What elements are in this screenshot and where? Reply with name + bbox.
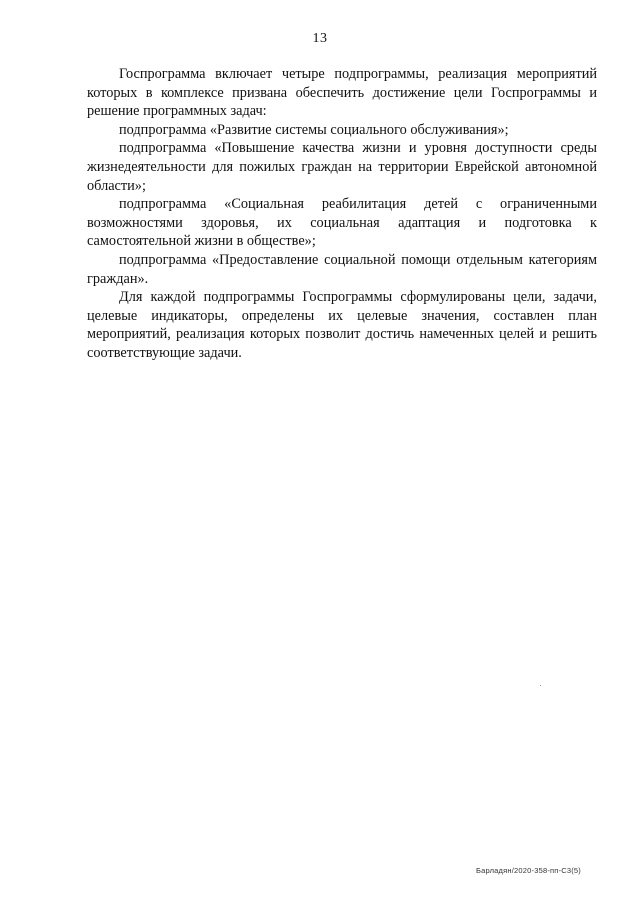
paragraph-subprogram-3: подпрограмма «Социальная реабилитация детей с ограниченными возможностями здоровья, их социальная адаптация и подготовка к самостоятельной жизни в обществе»; [87, 196, 597, 250]
paragraph-conclusion: Для каждой подпрограммы Госпрограммы сформулированы цели, задачи, целевые индикаторы, определены их целевые значения, составлен план мероприятий, реализация которых позволит достичь намеченных целей и решить соответствующие задачи. [87, 289, 597, 361]
page-number: 13 [312, 31, 328, 46]
paragraph-intro: Госпрограмма включает четыре подпрограммы, реализация мероприятий которых в комплексе призвана обеспечить достижение цели Госпрограммы и решение программных задач: [87, 66, 597, 120]
paragraph-subprogram-4: подпрограмма «Предоставление социальной помощи отдельным категориям граждан». [87, 251, 597, 287]
paragraph-subprogram-1: подпрограмма «Развитие системы социального обслуживания»; [119, 121, 509, 138]
scan-speck [540, 685, 541, 686]
document-code-footer: Барладян/2020-358-пп-С3(5) [476, 866, 581, 875]
document-body [87, 65, 597, 363]
paragraph-subprogram-2: подпрограмма «Повышение качества жизни и уровня доступности среды жизнедеятельности для пожилых граждан на территории Еврейской автономной области»; [87, 140, 597, 194]
